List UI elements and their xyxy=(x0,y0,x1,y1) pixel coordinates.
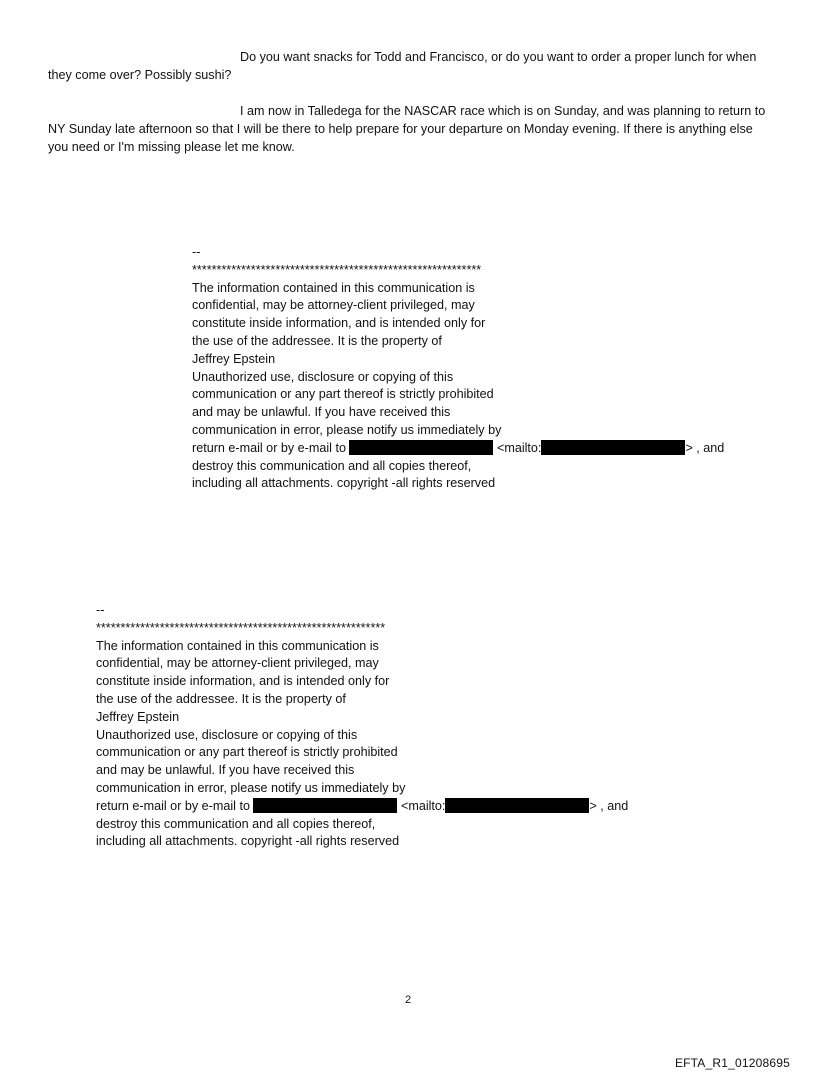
disclaimer-email-line: return e-mail or by e-mail to <mailto: > , and xyxy=(96,798,629,813)
disclaimer-line: including all attachments. copyright -all rights reserved xyxy=(96,834,400,849)
disclaimer-line: destroy this communication and all copies thereof, xyxy=(96,816,376,831)
disclaimer-line: Jeffrey Epstein xyxy=(192,351,276,366)
disclaimer-line: The information contained in this communication is xyxy=(96,638,379,653)
disclaimer-line: and may be unlawful. If you have received this xyxy=(192,405,451,420)
confidentiality-disclaimer-1 xyxy=(192,244,724,493)
signature-dashes: -- xyxy=(96,603,105,617)
disclaimer-email-line: return e-mail or by e-mail to <mailto: > , and xyxy=(192,440,725,455)
message-paragraph-1: Do you want snacks for Todd and Francisco, or do you want to order a proper lunch for when they come over? Possibly sushi? xyxy=(48,50,757,82)
signature-dashes: -- xyxy=(192,245,201,259)
disclaimer-line: including all attachments. copyright -all rights reserved xyxy=(192,476,496,491)
message-paragraph-2: I am now in Talledega for the NASCAR race which is on Sunday, and was planning to return to NY Sunday late afternoon so that I will be there to help prepare for your departure on Monday evening. If there is anything else you need or I'm missing please let me know. xyxy=(48,104,766,154)
redacted-mailto xyxy=(445,798,589,813)
disclaimer-line: the use of the addressee. It is the property of xyxy=(192,333,442,348)
separator-stars: *********************************************************** xyxy=(192,262,482,277)
disclaimer-line: Unauthorized use, disclosure or copying of this xyxy=(96,727,358,742)
disclaimer-line: confidential, may be attorney-client privileged, may xyxy=(192,298,475,313)
disclaimer-line: destroy this communication and all copies thereof, xyxy=(192,458,472,473)
disclaimer-line: communication or any part thereof is strictly prohibited xyxy=(192,387,494,402)
redacted-mailto xyxy=(541,440,685,455)
disclaimer-line: communication in error, please notify us immediately by xyxy=(192,422,502,437)
separator-stars: *********************************************************** xyxy=(96,620,386,635)
disclaimer-line: The information contained in this communication is xyxy=(192,280,475,295)
disclaimer-line: constitute inside information, and is intended only for xyxy=(96,674,390,689)
disclaimer-line: communication or any part thereof is strictly prohibited xyxy=(96,745,398,760)
redacted-email xyxy=(349,440,493,455)
confidentiality-disclaimer-2 xyxy=(96,602,628,851)
disclaimer-line: confidential, may be attorney-client privileged, may xyxy=(96,656,379,671)
disclaimer-line: Jeffrey Epstein xyxy=(96,709,180,724)
disclaimer-line: the use of the addressee. It is the property of xyxy=(96,691,346,706)
disclaimer-line: and may be unlawful. If you have received this xyxy=(96,763,355,778)
disclaimer-line: constitute inside information, and is intended only for xyxy=(192,316,486,331)
disclaimer-line: communication in error, please notify us immediately by xyxy=(96,780,406,795)
page-number: 2 xyxy=(404,994,412,1006)
bates-number: EFTA_R1_01208695 xyxy=(674,1056,790,1070)
disclaimer-line: Unauthorized use, disclosure or copying of this xyxy=(192,369,454,384)
redacted-email xyxy=(253,798,397,813)
